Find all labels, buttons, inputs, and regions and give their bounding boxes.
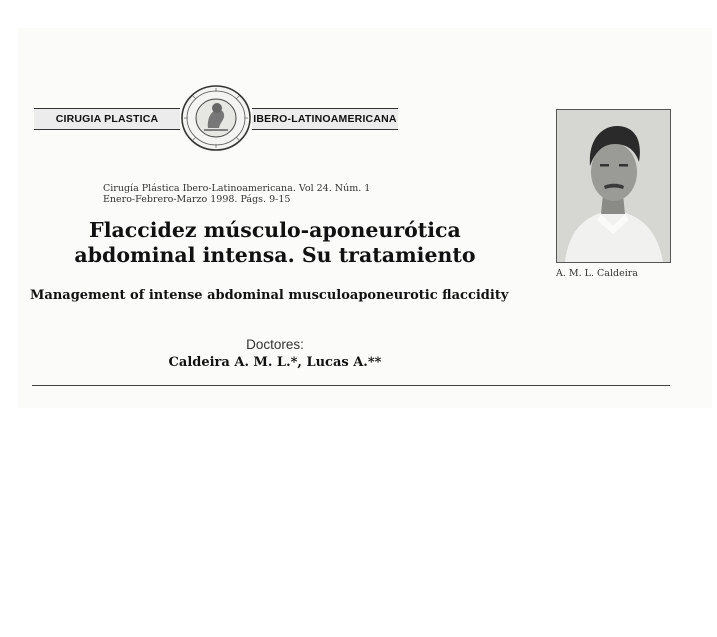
seal-graphic [180,84,252,152]
title-line-1: Flaccidez músculo-aponeurótica [89,218,461,242]
author-photo [556,109,671,263]
journal-banner-left [34,108,180,130]
divider-rule [32,385,670,386]
citation-block [103,183,403,205]
english-subtitle: Management of intense abdominal musculoaponeurotic flaccidity [30,288,509,303]
citation-line-1: Cirugía Plástica Ibero-Latinoamericana. Vol 24. Núm. 1 [103,183,371,194]
portrait-graphic [557,110,670,262]
citation-line-2: Enero-Febrero-Marzo 1998. Págs. 9-15 [103,194,291,205]
article-title [40,218,510,268]
doctors-label: Doctores: [246,337,304,352]
journal-banner-right [252,108,398,130]
journal-name-left: CIRUGIA PLASTICA [55,113,159,125]
authors-line: Caldeira A. M. L.*, Lucas A.** [168,355,382,370]
title-line-2: abdominal intensa. Su tratamiento [74,243,476,267]
journal-name-right: IBERO-LATINOAMERICANA [253,113,397,125]
photo-caption: A. M. L. Caldeira [556,268,638,279]
journal-seal-logo [180,84,252,152]
